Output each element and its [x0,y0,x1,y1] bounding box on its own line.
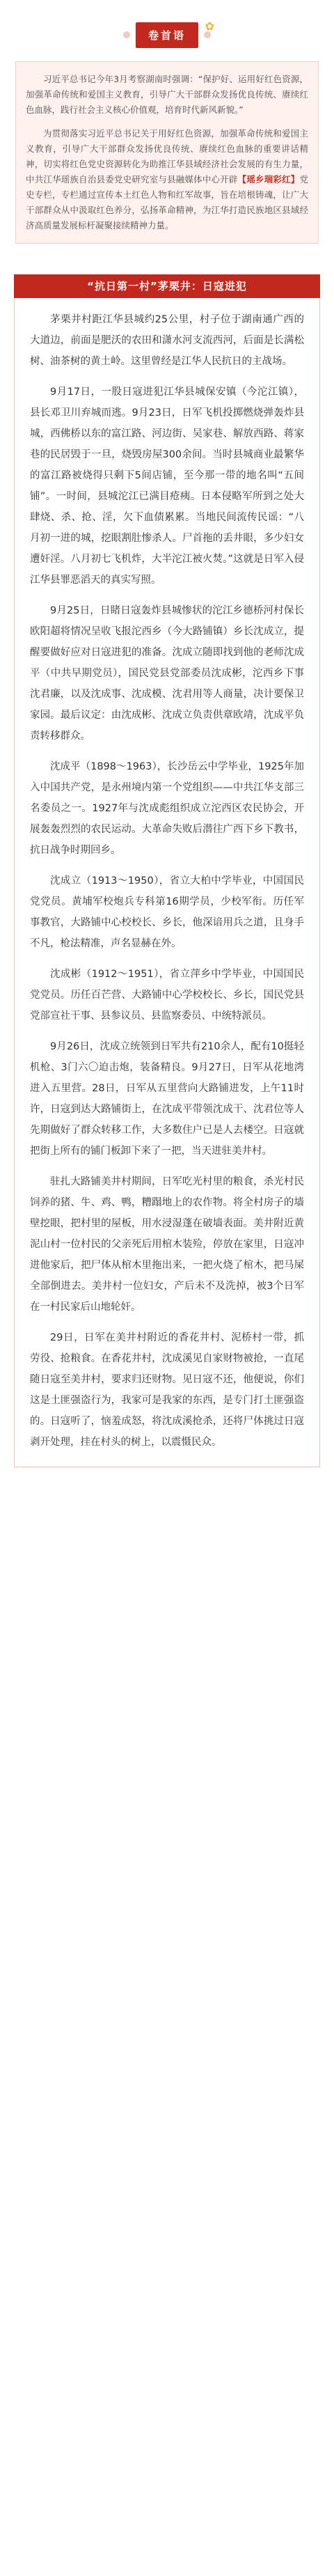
article-paragraph: 沈成平（1898～1963），长沙岳云中学毕业，1925年加入中国共产党，是永州境内第一个党组织——中共江华支部三名委员之一。1927年与沈成彪组织成立沱西区农民协会，开展轰轰烈烈的农民运动。大革命失败后潜往广西下乡下教书，抗日战争时期回乡。 [30,761,304,856]
article-paragraph: 9月26日，沈成立统领到日军共有210余人，配有10挺轻机枪、3门六〇迫击炮，装备精良。9月27日，日军从花地湾进入五里营。28日，日军从五里营向大路铺进发，上午11时许，日寇到达大路铺街上，在沈成平带领沈成干、沈君位等人先期做好了群众转移工作，大多数住户已是人去楼空。日寇就把街上所有的铺门板卸下来了一把，当天进驻美井村。 [30,1041,304,1157]
flower-icon: ✿ [205,19,214,33]
preface-title: 卷首语 [136,22,198,48]
preface-title-wrap [15,19,319,50]
preface-paragraph: 习近平总书记今年3月考察湖南时强调：“保护好、运用好红色资源，加强革命传统和爱国主义教育，引导广大干部群众发扬优良传统、赓续红色血脉，践行社会主义核心价值观，培育时代新风新貌。” [26,74,308,115]
article-paragraph: 9月17日，一股日寇进犯江华县城保安镇（今沱江镇），县长邓卫川弃城而逃。9月23日，日军飞机投掷燃烧弹轰炸县城，西佛桥以东的富江路、河边街、吴家巷、解放西路、蒋家巷的民居毁于一旦，烧毁房屋300余间。当时县城商业最繁华的富江路被烧得只剩下5间店铺，至今那一带的地名叫“五间铺”。一时间，县城沱江已满目疮痍。日本侵略军所到之处大肆烧、杀、抢、淫，欠下血债累累。当地民间流传民谣：“八月初一进的城，挖眼割肚惨杀人。尸首拖的丢井眼，多少妇女遭奸淫。八月初七飞机炸，大半沱江被火焚。”这就是日军入侵江华县罪恶滔天的真实写照。 [30,387,304,586]
article-paragraph: 29日，日军在美井村附近的香花井村、泥桥村一带，抓劳役、抢粮食。在香花井村，沈成溪见自家财物被抢，一直尾随日寇至美井村，要求归还财物。见日寇不还，他便说，你们这是土匪强盗行为，我家可是我家的东西，是专门打土匪强盗的。日寇听了，恼羞成怒，将沈成溪抢杀，还将尸体挑过日寇剥开处理，挂在村头的树上，以震慑民众。 [30,1332,304,1448]
preface-paragraph-text: 党史专栏，专栏通过宣传本土红色人物和红军故事，旨在培根铸魂，让广大干部群众从中汲取红色养分，弘扬革命精神，为江华打造民族地区县域经济高质量发展标杆凝聚接续精神力量。 [26,174,308,231]
preface-section [0,0,334,260]
preface-paragraph-text: 为贯彻落实习近平总书记关于用好红色资源，加强革命传统和爱国主义教育，引导广大干部群众发扬优良传统、赓续红色血脉的重要讲话精神，切实将红色党史资源转化为助推江华县域经济社会发展的有生力量，中共江华瑶族自治县委党史研究室与县融媒体中心开辟 [26,128,308,185]
article-paragraph: 驻扎大路铺美井村期间，日军吃光村里的粮食，杀光村民饲养的猪、牛、鸡、鸭，糟蹋地上的农作物。将全村房子的墙壁挖眼，把村里的屋板，用水浸湿蓬在破墙表面。美井附近黄泥山村一位村民的父亲死后用棺木装殓，停放在家里，日寇冲进他家后，把尸体从棺木里拖出来，一把火烧了棺木，把马屎全部倒进去。美井村一位妇女，产后未不及洗掉，被3个日军在一村民家后山地轮奸。 [30,1176,304,1313]
preface-box [15,61,319,244]
column-name: 【瑶乡瑞彩红】 [237,174,300,185]
article-paragraph: 9月25日，日睹日寇轰炸县城惨状的沱江乡德桥河村保长欧阳超将情况呈收飞报沱西乡（今大路铺镇）乡长沈成立，提醒要做好应对日寇进犯的准备。沈成立随即找到他的老师沈成平（中共早期党员），国民党县党部委员沈成彬，沱西乡下事沈君廉，以及沈成事、沈成模、沈君用等人商量，决计要保卫家园。最后议定：由沈成彬、沈成立负责供章欧靖，沈成平负责转移群众。 [30,605,304,742]
preface-paragraph [26,126,308,233]
article-paragraph: 沈成立（1913～1950），省立大柏中学毕业，中国国民党党员。黄埔军校炮兵专科第16期学员，少校军衔。历任军事教官，大路铺中心校校长、乡长，他深谙用兵之道，且身手不凡，枪法精准，声名显赫在外。 [30,875,304,949]
article-paragraph: 茅栗井村距江华县城约25公里，村子位于湖南通广西的大道边，前面是肥沃的农田和潇水河支流西河，后面是长满松树、油茶树的黄土岭。这里曾经是江华人民抗日的主战场。 [30,314,304,367]
article-body [14,302,320,1467]
article-paragraph: 沈成彬（1912～1951），省立萍乡中学毕业，中国国民党党员。历任百芒营、大路铺中心学校校长、乡长，国民党县党部宣社干事、县参议员、县监察委员、中统特派员。 [30,969,304,1022]
article-header: “抗日第一村”茅栗井：日寇进犯 [14,274,320,298]
